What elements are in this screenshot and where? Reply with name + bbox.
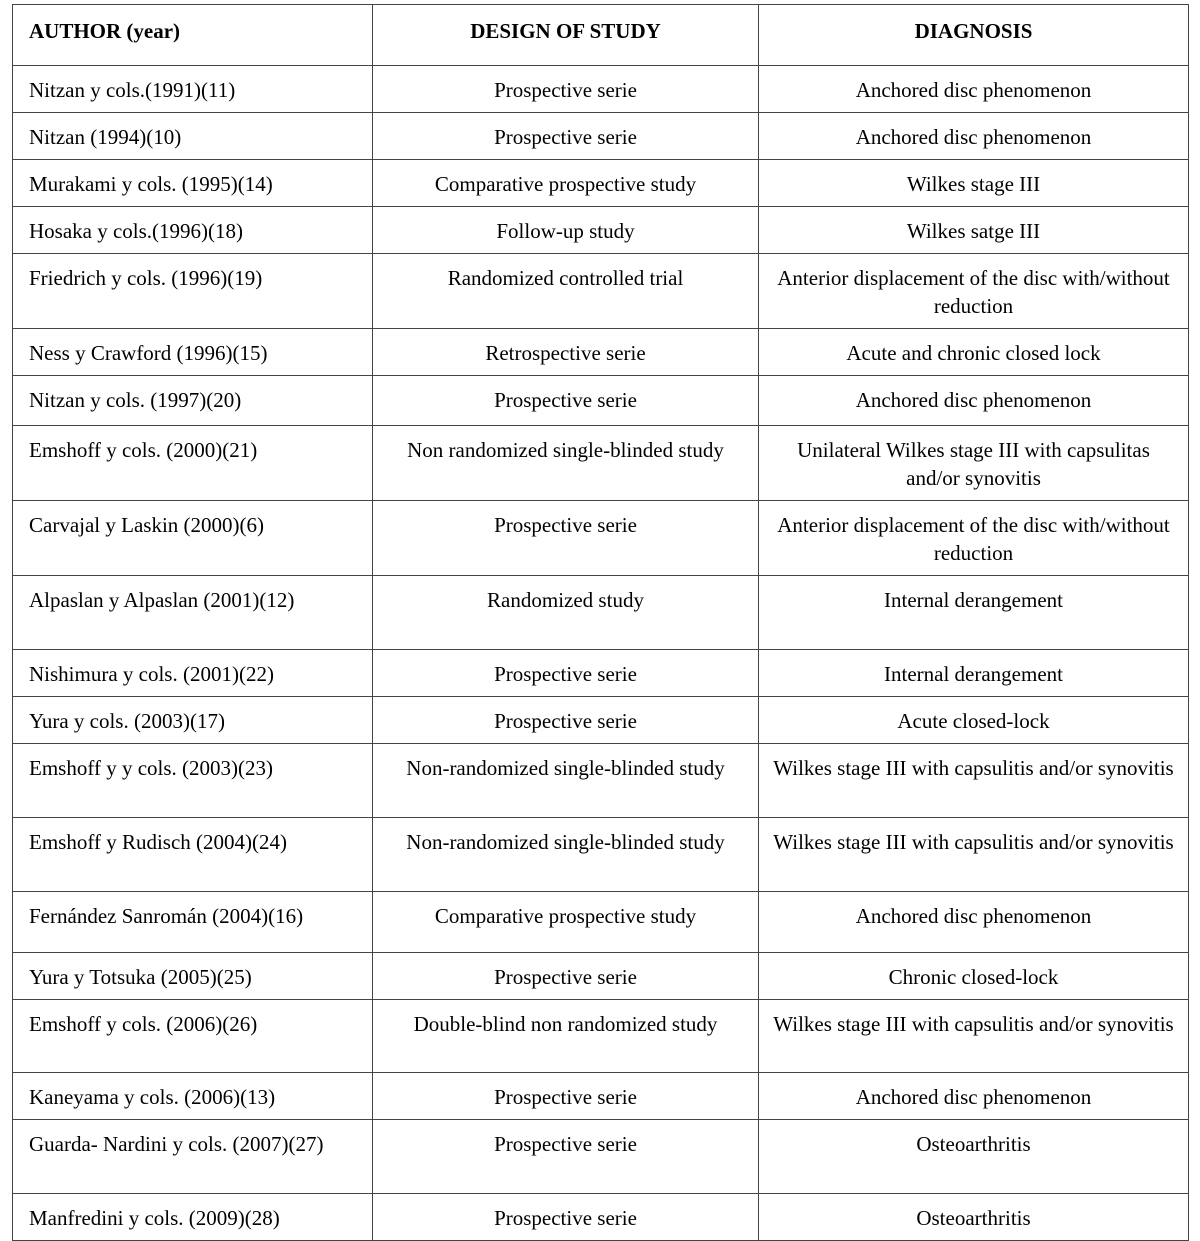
cell-diagnosis: Anterior displacement of the disc with/without reduction: [759, 254, 1189, 329]
cell-author: Emshoff y Rudisch (2004)(24): [13, 818, 373, 892]
cell-diagnosis: Internal derangement: [759, 576, 1189, 650]
cell-author: Guarda- Nardini y cols. (2007)(27): [13, 1120, 373, 1194]
table-row: [13, 576, 1189, 650]
cell-design: Prospective serie: [373, 113, 759, 160]
cell-diagnosis: Acute closed-lock: [759, 697, 1189, 744]
cell-design: Non-randomized single-blinded study: [373, 744, 759, 818]
cell-design: Retrospective serie: [373, 329, 759, 376]
cell-design: Comparative prospective study: [373, 892, 759, 953]
cell-author: Hosaka y cols.(1996)(18): [13, 207, 373, 254]
cell-diagnosis: Anchored disc phenomenon: [759, 1073, 1189, 1120]
cell-design: Double-blind non randomized study: [373, 1000, 759, 1073]
cell-diagnosis: Anchored disc phenomenon: [759, 66, 1189, 113]
table-row: [13, 744, 1189, 818]
cell-author: Emshoff y cols. (2006)(26): [13, 1000, 373, 1073]
cell-design: Prospective serie: [373, 501, 759, 576]
cell-diagnosis: Wilkes satge III: [759, 207, 1189, 254]
cell-diagnosis: Wilkes stage III: [759, 160, 1189, 207]
table-row: [13, 818, 1189, 892]
cell-diagnosis: Anchored disc phenomenon: [759, 113, 1189, 160]
cell-author: Emshoff y cols. (2000)(21): [13, 426, 373, 501]
cell-author: Nitzan y cols.(1991)(11): [13, 66, 373, 113]
cell-diagnosis: Unilateral Wilkes stage III with capsulitas and/or synovitis: [759, 426, 1189, 501]
cell-design: Prospective serie: [373, 953, 759, 1000]
table-row: [13, 207, 1189, 254]
cell-design: Comparative prospective study: [373, 160, 759, 207]
table-row: [13, 160, 1189, 207]
cell-diagnosis: Wilkes stage III with capsulitis and/or synovitis: [759, 818, 1189, 892]
cell-author: Murakami y cols. (1995)(14): [13, 160, 373, 207]
header-author: AUTHOR (year): [13, 5, 373, 66]
cell-author: Emshoff y y cols. (2003)(23): [13, 744, 373, 818]
table-row: [13, 1194, 1189, 1241]
table-row: [13, 953, 1189, 1000]
table-row: [13, 650, 1189, 697]
cell-design: Non randomized single-blinded study: [373, 426, 759, 501]
cell-author: Alpaslan y Alpaslan (2001)(12): [13, 576, 373, 650]
table-row: [13, 1000, 1189, 1073]
cell-diagnosis: Internal derangement: [759, 650, 1189, 697]
cell-design: Follow-up study: [373, 207, 759, 254]
cell-diagnosis: Wilkes stage III with capsulitis and/or synovitis: [759, 744, 1189, 818]
cell-design: Randomized controlled trial: [373, 254, 759, 329]
cell-author: Nitzan (1994)(10): [13, 113, 373, 160]
table-row: [13, 501, 1189, 576]
cell-diagnosis: Osteoarthritis: [759, 1120, 1189, 1194]
cell-design: Prospective serie: [373, 650, 759, 697]
table-row: [13, 329, 1189, 376]
cell-author: Manfredini y cols. (2009)(28): [13, 1194, 373, 1241]
header-diagnosis: DIAGNOSIS: [759, 5, 1189, 66]
table-row: [13, 1120, 1189, 1194]
table-row: [13, 254, 1189, 329]
cell-design: Prospective serie: [373, 376, 759, 426]
cell-author: Nishimura y cols. (2001)(22): [13, 650, 373, 697]
header-row: [13, 5, 1189, 66]
cell-author: Ness y Crawford (1996)(15): [13, 329, 373, 376]
table-row: [13, 66, 1189, 113]
cell-author: Friedrich y cols. (1996)(19): [13, 254, 373, 329]
cell-diagnosis: Wilkes stage III with capsulitis and/or synovitis: [759, 1000, 1189, 1073]
cell-diagnosis: Chronic closed-lock: [759, 953, 1189, 1000]
cell-author: Kaneyama y cols. (2006)(13): [13, 1073, 373, 1120]
cell-author: Yura y cols. (2003)(17): [13, 697, 373, 744]
cell-author: Fernández Sanromán (2004)(16): [13, 892, 373, 953]
cell-design: Prospective serie: [373, 1120, 759, 1194]
cell-diagnosis: Osteoarthritis: [759, 1194, 1189, 1241]
table-row: [13, 426, 1189, 501]
cell-design: Prospective serie: [373, 1194, 759, 1241]
cell-diagnosis: Acute and chronic closed lock: [759, 329, 1189, 376]
cell-author: Yura y Totsuka (2005)(25): [13, 953, 373, 1000]
cell-diagnosis: Anchored disc phenomenon: [759, 892, 1189, 953]
cell-design: Prospective serie: [373, 66, 759, 113]
table-row: [13, 1073, 1189, 1120]
cell-design: Randomized study: [373, 576, 759, 650]
table-row: [13, 697, 1189, 744]
cell-diagnosis: Anterior displacement of the disc with/without reduction: [759, 501, 1189, 576]
cell-design: Prospective serie: [373, 1073, 759, 1120]
cell-author: Carvajal y Laskin (2000)(6): [13, 501, 373, 576]
cell-diagnosis: Anchored disc phenomenon: [759, 376, 1189, 426]
cell-author: Nitzan y cols. (1997)(20): [13, 376, 373, 426]
header-design-of-study: DESIGN OF STUDY: [373, 5, 759, 66]
table-row: [13, 376, 1189, 426]
cell-design: Non-randomized single-blinded study: [373, 818, 759, 892]
table-row: [13, 113, 1189, 160]
cell-design: Prospective serie: [373, 697, 759, 744]
studies-table: [12, 4, 1189, 1241]
table-row: [13, 892, 1189, 953]
